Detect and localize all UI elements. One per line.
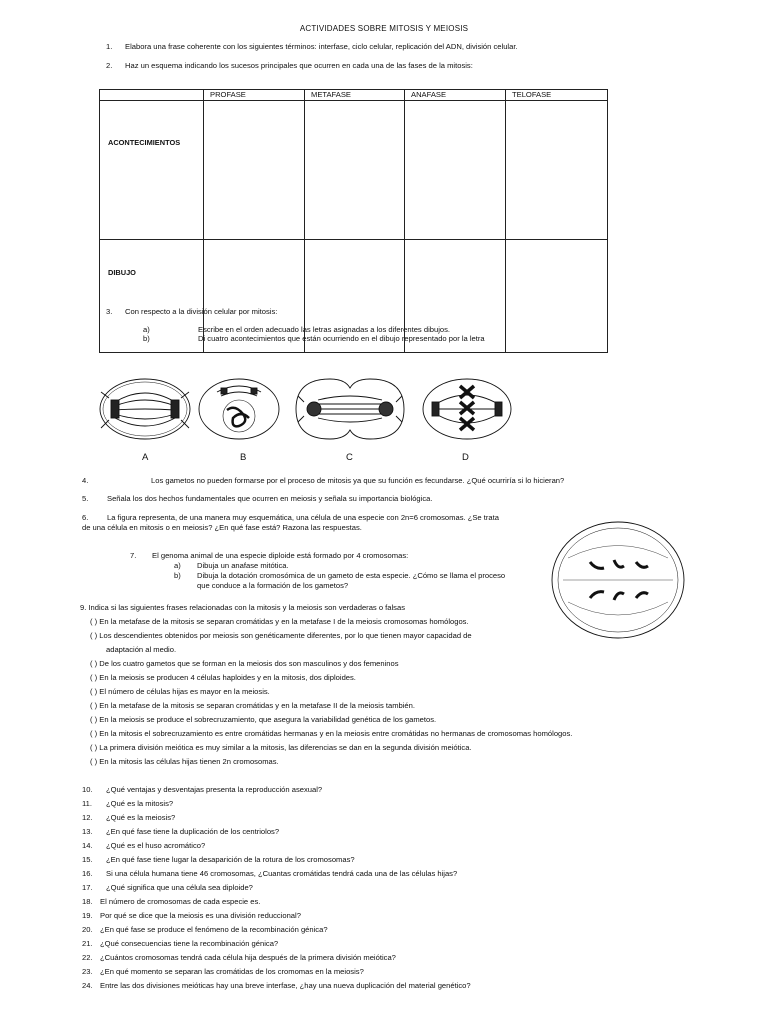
question-number: 17. xyxy=(82,883,93,892)
question-text: Si una célula humana tiene 46 cromosomas, ¿Cuantas cromátidas tendrá cada una de las células hijas? xyxy=(106,869,458,878)
q3-number: 3. xyxy=(106,307,113,316)
table-cell[interactable] xyxy=(506,240,608,353)
q9-item: ( ) El número de células hijas es mayor en la meiosis. xyxy=(90,687,270,696)
question-number: 23. xyxy=(82,967,93,976)
cell-figure-2n6 xyxy=(548,518,688,643)
q1-text: Elabora una frase coherente con los siguientes términos: interfase, ciclo celular, replicación del ADN, división celular. xyxy=(125,42,518,51)
q7-number: 7. xyxy=(130,551,137,560)
q3-a-label: a) xyxy=(143,325,150,334)
q3-a-text: Escribe en el orden adecuado las letras asignadas a los diferentes dibujos. xyxy=(198,325,451,334)
table-row-label-acontecimientos: ACONTECIMIENTOS xyxy=(100,101,204,240)
question-number: 14. xyxy=(82,841,93,850)
question-number: 11. xyxy=(82,799,92,808)
table-header-empty xyxy=(100,90,204,101)
question-text: Entre las dos divisiones meióticas hay una breve interfase, ¿hay una nueva duplicación del material genético? xyxy=(100,981,471,990)
q3-b-text: Di cuatro acontecimientos que están ocurriendo en el dibujo representado por la letra xyxy=(198,334,485,343)
question-number: 18. xyxy=(82,897,93,906)
table-cell[interactable] xyxy=(305,101,405,240)
q9-item: ( ) En la meiosis se producen 4 células haploides y en la mitosis, dos diploides. xyxy=(90,673,356,682)
q9-item: ( ) En la meiosis se produce el sobrecruzamiento, que asegura la variabilidad genética de los gametos. xyxy=(90,715,437,724)
question-text: ¿En qué fase tiene lugar la desaparición de la rotura de los cromosomas? xyxy=(106,855,355,864)
question-text: ¿Qué es el huso acromático? xyxy=(106,841,206,850)
q9-heading: 9. Indica si las siguientes frases relacionadas con la mitosis y la meiosis son verdaderas o falsas xyxy=(80,603,405,612)
q4-number: 4. xyxy=(82,476,89,485)
mitosis-figures xyxy=(95,374,530,454)
table-header-anafase: ANAFASE xyxy=(405,90,506,101)
table-header-telofase: TELOFASE xyxy=(506,90,608,101)
q9-item: ( ) La primera división meiótica es muy similar a la mitosis, las diferencias se dan en la segunda división meiótica. xyxy=(90,743,472,752)
question-number: 15. xyxy=(82,855,93,864)
q3-text: Con respecto a la división celular por mitosis: xyxy=(125,307,278,316)
q4-text: Los gametos no pueden formarse por el proceso de mitosis ya que su función es fecundarse. ¿Qué ocurriría si lo hicieran? xyxy=(151,476,565,485)
cell-drawing-d xyxy=(423,379,511,439)
cell-drawing-a xyxy=(100,379,190,439)
q5-text: Señala los dos hechos fundamentales que ocurren en meiosis y señala su importancia biológica. xyxy=(107,494,433,503)
table-header-row xyxy=(100,90,608,101)
q2-number: 2. xyxy=(106,61,113,70)
q9-item: ( ) De los cuatro gametos que se forman en la meiosis dos son masculinos y dos femeninos xyxy=(90,659,399,668)
q5-number: 5. xyxy=(82,494,89,503)
table-row-acontecimientos xyxy=(100,101,608,240)
q3-b-label: b) xyxy=(143,334,150,343)
question-text: ¿Qué consecuencias tiene la recombinación génica? xyxy=(100,939,279,948)
cell-drawing-b xyxy=(199,379,279,439)
question-text: ¿En qué fase se produce el fenómeno de la recombinación génica? xyxy=(100,925,328,934)
question-text: El número de cromosomas de cada especie es. xyxy=(100,897,261,906)
question-number: 10. xyxy=(82,785,93,794)
cell-drawing-c xyxy=(296,379,404,439)
question-number: 16. xyxy=(82,869,93,878)
question-text: ¿Qué ventajas y desventajas presenta la reproducción asexual? xyxy=(106,785,323,794)
question-number: 19. xyxy=(82,911,93,920)
q7-a-label: a) xyxy=(174,561,181,570)
figure-label-a: A xyxy=(142,452,149,463)
q6-text-line2: de una célula en mitosis o en meiosis? ¿En qué fase está? Razona las respuestas. xyxy=(82,523,362,532)
question-number: 12. xyxy=(82,813,93,822)
q7-text: El genoma animal de una especie diploide está formado por 4 cromosomas: xyxy=(152,551,409,560)
table-cell[interactable] xyxy=(506,101,608,240)
q7-b-label: b) xyxy=(174,571,181,580)
q9-item: ( ) En la metafase de la mitosis se separan cromátidas y en la metafase I de la meiosis cromosomas homólogos. xyxy=(90,617,469,626)
table-header-metafase: METAFASE xyxy=(305,90,405,101)
question-text: ¿Cuántos cromosomas tendrá cada célula hija después de la primera división meiótica? xyxy=(100,953,396,962)
figure-label-b: B xyxy=(240,452,247,463)
question-number: 21. xyxy=(82,939,93,948)
q9-item: ( ) Los descendientes obtenidos por meiosis son genéticamente diferentes, por lo que tienen mayor capacidad de xyxy=(90,631,472,640)
question-text: ¿En qué momento se separan las cromátidas de los cromomas en la meiosis? xyxy=(100,967,364,976)
q2-text: Haz un esquema indicando los sucesos principales que ocurren en cada una de las fases de la mitosis: xyxy=(125,61,473,70)
figure-label-c: C xyxy=(346,452,353,463)
page-title: ACTIVIDADES SOBRE MITOSIS Y MEIOSIS xyxy=(299,24,469,33)
question-text: ¿En qué fase tiene la duplicación de los centriolos? xyxy=(106,827,280,836)
question-text: Por qué se dice que la meiosis es una división reduccional? xyxy=(100,911,301,920)
table-cell[interactable] xyxy=(204,101,305,240)
q7-a-text: Dibuja un anafase mitótica. xyxy=(197,561,289,570)
question-number: 13. xyxy=(82,827,93,836)
q7-b-text-line2: que conduce a la formación de los gametos? xyxy=(197,581,349,590)
table-cell[interactable] xyxy=(405,101,506,240)
q6-number: 6. xyxy=(82,513,89,522)
question-number: 24. xyxy=(82,981,93,990)
q7-b-text-line1: Dibuja la dotación cromosómica de un gameto de esta especie. ¿Cómo se llama el proceso xyxy=(197,571,506,580)
q9-item: adaptación al medio. xyxy=(106,645,177,654)
q9-item: ( ) En la metafase de la mitosis se separan cromátidas y en la metafase II de la meiosis también. xyxy=(90,701,415,710)
question-text: ¿Qué es la mitosis? xyxy=(106,799,174,808)
question-number: 22. xyxy=(82,953,93,962)
q6-text-line1: La figura representa, de una manera muy esquemática, una célula de una especie con 2n=6 cromosomas. ¿Se trata xyxy=(107,513,499,522)
question-text: ¿Qué es la meiosis? xyxy=(106,813,176,822)
table-header-profase: PROFASE xyxy=(204,90,305,101)
figure-label-d: D xyxy=(462,452,469,463)
q1-number: 1. xyxy=(106,42,113,51)
question-text: ¿Qué significa que una célula sea diploide? xyxy=(106,883,253,892)
table-row-label-dibujo: DIBUJO xyxy=(100,240,204,353)
q9-item: ( ) En la mitosis el sobrecruzamiento es entre cromátidas hermanas y en la meiosis entre cromátidas no hermanas de cromosomas homólogos. xyxy=(90,729,573,738)
question-number: 20. xyxy=(82,925,93,934)
q9-item: ( ) En la mitosis las células hijas tienen 2n cromosomas. xyxy=(90,757,279,766)
